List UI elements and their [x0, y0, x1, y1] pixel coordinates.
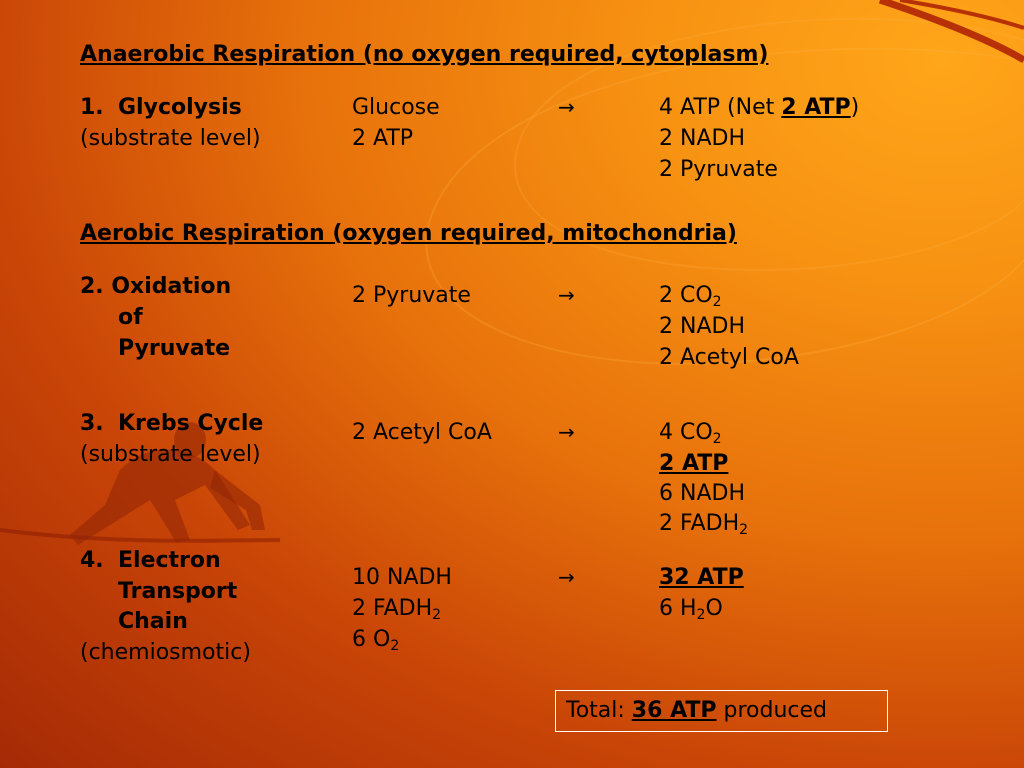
subscript: 2	[432, 607, 442, 623]
output-text: 4 ATP (Net	[659, 95, 782, 120]
glycolysis-input-1: Glucose	[352, 95, 440, 120]
subscript: 2	[390, 638, 400, 654]
step-number: 3.	[80, 411, 104, 436]
step-krebs-title	[80, 408, 263, 439]
input-text: 2 FADH	[352, 596, 433, 621]
oxidation-output-2: 2 NADH	[659, 314, 745, 339]
step-number: 1.	[80, 95, 104, 120]
krebs-input: 2 Acetyl CoA	[352, 420, 492, 445]
step-etc-title	[80, 545, 221, 576]
step-krebs-note: (substrate level)	[80, 442, 261, 467]
output-text: 6 H	[659, 596, 697, 621]
glycolysis-output-2: 2 NADH	[659, 126, 745, 151]
step-glycolysis-note: (substrate level)	[80, 126, 261, 151]
step-oxidation-title	[80, 271, 231, 302]
step-name-line: of	[118, 305, 143, 330]
glycolysis-input-2: 2 ATP	[352, 126, 414, 151]
subscript: 2	[696, 607, 706, 623]
step-glycolysis-title	[80, 92, 242, 123]
glycolysis-output-1	[659, 92, 859, 123]
oxidation-input: 2 Pyruvate	[352, 283, 471, 308]
total-box	[555, 690, 888, 732]
etc-output-2	[659, 593, 723, 624]
output-text: 4 CO	[659, 420, 713, 445]
arrow-icon: →	[558, 565, 575, 589]
total-label: Total:	[566, 698, 632, 723]
etc-input-1: 10 NADH	[352, 565, 452, 590]
output-text: 2 CO	[659, 283, 713, 308]
step-name: Krebs Cycle	[118, 411, 264, 436]
krebs-output-2: 2 ATP	[659, 451, 729, 476]
arrow-icon: →	[558, 95, 575, 119]
step-name: Glycolysis	[118, 95, 242, 120]
step-number: 2.	[80, 274, 104, 299]
step-name-line: Transport	[118, 579, 238, 604]
oxidation-output-1	[659, 280, 722, 311]
step-name-line: Chain	[118, 609, 188, 634]
output-text: 2 FADH	[659, 511, 740, 536]
total-value: 36 ATP	[631, 698, 717, 723]
heading-anaerobic: Anaerobic Respiration (no oxygen required, cytoplasm)	[80, 42, 769, 67]
krebs-output-3: 6 NADH	[659, 481, 745, 506]
subscript: 2	[712, 431, 722, 447]
etc-input-2	[352, 593, 441, 624]
input-text: 6 O	[352, 627, 391, 652]
net-atp-emphasis: 2 ATP	[781, 95, 851, 120]
krebs-output-4	[659, 508, 748, 539]
step-etc-note: (chemiosmotic)	[80, 640, 251, 665]
total-suffix: produced	[716, 698, 828, 723]
output-text: )	[850, 95, 860, 120]
etc-input-3	[352, 624, 399, 655]
oxidation-output-3: 2 Acetyl CoA	[659, 345, 799, 370]
output-text: O	[705, 596, 723, 621]
heading-aerobic: Aerobic Respiration (oxygen required, mitochondria)	[80, 221, 737, 246]
krebs-output-1	[659, 417, 722, 448]
step-name: Oxidation	[111, 274, 232, 299]
etc-output-1: 32 ATP	[659, 565, 744, 590]
subscript: 2	[739, 522, 749, 538]
step-name: Electron	[118, 548, 221, 573]
arrow-icon: →	[558, 283, 575, 307]
step-name-line: Pyruvate	[118, 336, 231, 361]
glycolysis-output-3: 2 Pyruvate	[659, 157, 778, 182]
subscript: 2	[712, 294, 722, 310]
arrow-icon: →	[558, 420, 575, 444]
step-number: 4.	[80, 548, 104, 573]
